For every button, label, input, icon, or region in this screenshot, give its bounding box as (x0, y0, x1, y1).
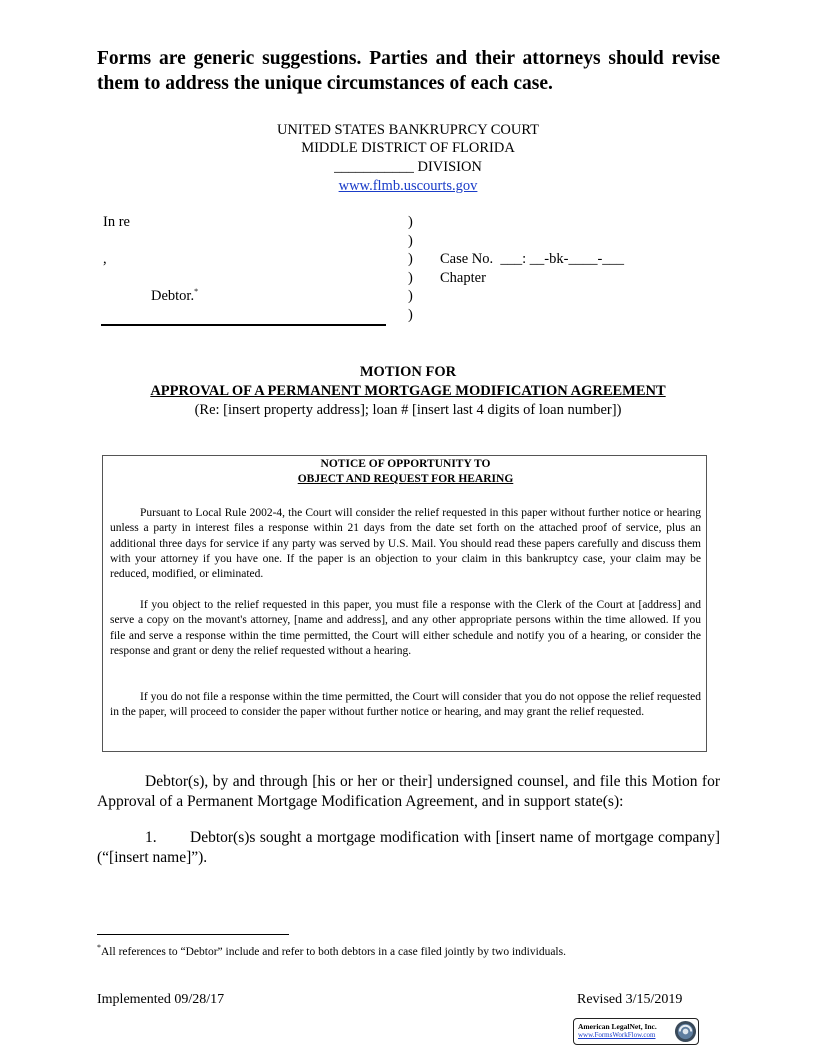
motion-item-1 (97, 828, 720, 868)
case-number: Case No. ___: __-bk-____-___ (440, 251, 625, 267)
footnote-text: All references to “Debtor” include and refer to both debtors in a case filed jointly by two individuals. (101, 946, 566, 958)
motion-title-line3: (Re: [insert property address]; loan # [insert last 4 digits of loan number]) (194, 402, 622, 418)
motion-title-line2: APPROVAL OF A PERMANENT MORTGAGE MODIFICATION AGREEMENT (150, 383, 666, 399)
court-name: UNITED STATES BANKRUPRCY COURT (276, 122, 540, 138)
caption-in-re: In re (103, 214, 130, 230)
court-division: ___________ DIVISION (334, 159, 482, 175)
notice-box (102, 455, 707, 752)
notice-paragraph: If you object to the relief requested in this paper, you must file a response with the Clerk of the Court at [address] and serve a copy on the movant's attorney, [name and address], and any other appropriate persons within the time allowed. If you file and serve a response within the time permitted, the Court will either schedule and notify you of a hearing, or consider the response and grant or deny the relief requested without a hearing. (110, 599, 701, 657)
caption-paren: ) (408, 307, 413, 323)
caption-paren: ) (408, 251, 413, 267)
court-district: MIDDLE DISTRICT OF FLORIDA (301, 140, 515, 156)
footer-revised: Revised 3/15/2019 (577, 992, 683, 1007)
notice-paragraph: If you do not file a response within the time permitted, the Court will consider that you do not oppose the relief requested in the paper, will proceed to consider the paper without further notice or hearing, and may grant the relief requested. (110, 691, 701, 719)
footnote-reference: * (194, 287, 199, 297)
footnote-marker: * (97, 943, 101, 953)
notice-subheading: OBJECT AND REQUEST FOR HEARING (297, 473, 514, 485)
motion-intro: Debtor(s), by and through [his or her or their] undersigned counsel, and file this Motion for Approval of a Permanent Mortgage Modification Agreement, and in support state(s): (97, 773, 720, 810)
caption-rule (101, 324, 386, 326)
motion-title-line1: MOTION FOR (359, 364, 457, 380)
caption-debtor (151, 287, 198, 306)
globe-icon (674, 1020, 697, 1043)
footnote (97, 945, 566, 959)
logo-url: www.FormsWorkFlow.com (578, 1031, 656, 1039)
caption-debtor-label: Debtor. (151, 288, 195, 304)
caption-paren: ) (408, 214, 413, 230)
logo-name: American LegalNet, Inc. (578, 1022, 657, 1031)
footnote-separator (97, 934, 289, 935)
court-website-link[interactable]: www.flmb.uscourts.gov (338, 178, 478, 194)
notice-heading: NOTICE OF OPPORTUNITY TO (320, 458, 491, 470)
item-text: Debtor(s)s sought a mortgage modification with [insert name of mortgage company] (“[insert name]”). (97, 829, 720, 866)
caption-paren: ) (408, 270, 413, 286)
case-chapter: Chapter (440, 270, 486, 286)
item-number: 1. (145, 829, 157, 846)
footer-implemented: Implemented 09/28/17 (97, 992, 225, 1007)
notice-paragraph: Pursuant to Local Rule 2002-4, the Court will consider the relief requested in this paper without further notice or hearing unless a party in interest files a response within 21 days from the date set forth on the attached proof of service, plus an additional three days for service if any party was served by U.S. Mail. You should read these papers carefully and discuss them with your attorney if you have one. If the paper is an objection to your claim in this bankruptcy case, your claim may be reduced, modified, or eliminated. (110, 507, 701, 581)
court-website-row (0, 177, 816, 196)
legalnet-logo[interactable] (573, 1018, 699, 1045)
caption-paren: ) (408, 288, 413, 304)
form-disclaimer: Forms are generic suggestions. Parties and their attorneys should revise them to address the unique circumstances of each case. (97, 48, 720, 94)
caption-paren: ) (408, 233, 413, 249)
caption-comma: , (103, 251, 107, 267)
